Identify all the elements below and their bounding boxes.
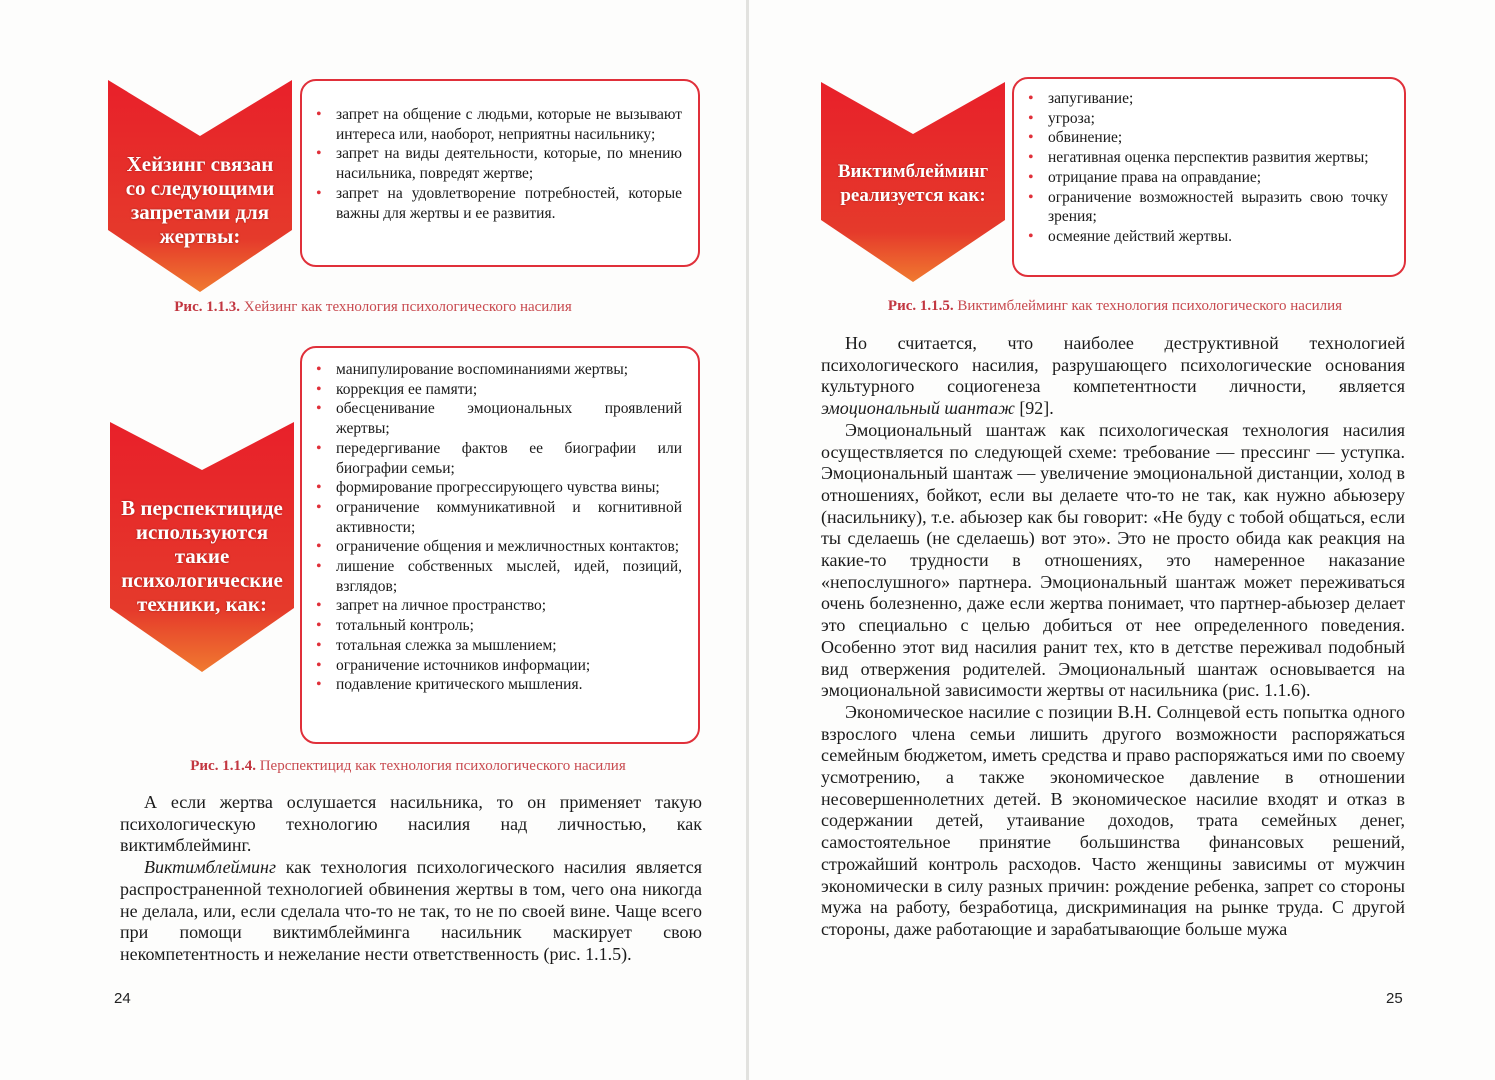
list-item: • запрет на общение с людьми, которые не вызывают интереса или, наоборот, неприятны насильнику; [316,106,682,143]
page-number-left: 24 [114,990,131,1007]
figure-caption [749,298,1481,315]
figure-victim-blaming [749,0,1495,330]
list-item: • ограничение общения и межличностных контактов; [316,538,680,556]
chevron-perspecticide [110,422,294,672]
chevron-hazing [108,80,292,292]
list-item: • манипулирование воспоминаниями жертвы; [316,361,629,378]
list-item: • осмеяние действий жертвы. [1028,227,1232,245]
list-box-victim-blaming [1012,77,1406,277]
paragraph: Виктимблейминг как технология психологического насилия является распространенной технологией обвинения жертвы в том, чего она никогда не делала, или, если сделала что-то не так, то не по своей вине. Чаще всего при помощи виктимблейминга насильник маскирует свою некомпетентность и нежелание нести ответственность (рис. 1.1.5). [120,857,703,964]
list-item: • тотальная слежка за мышлением; [316,636,557,654]
paragraph: Экономическое насилие с позиции В.Н. Солнцевой есть попытка одного взрослого члена семьи лишить другого возможности распоряжаться семейным бюджетом, иметь средства и право распоряжаться ими по своему усмотрению, а также экономическое давление в отношении несовершеннолетних детей. В экономическое насилие входят и отказ в содержании детей, утаивание доходов, трата семейных денег, самостоятельное принятие большинства финансовых решений, строжайший контроль расходов. Часто женщины зависимы от мужчин экономически в силу разных причин: рождение ребенка, запрет со стороны мужа на работу, безработица, дискриминация на рынке труда. С другой стороны, даже работающие и зарабатывающие больше мужа [821,701,1405,939]
list-box-hazing [300,79,700,267]
victim-blaming-list [1024,89,1388,247]
caption-number: Рис. 1.1.3. [174,299,240,315]
body-text-left [120,792,702,966]
chevron-perspecticide-text: В перспектициде используются такие психологические техники, как: [121,496,283,616]
caption-text: Виктимблейминг как технология психологического насилия [957,298,1343,314]
list-item: • формирование прогрессирующего чувства вины; [316,479,660,497]
italic-term: Виктимблейминг [144,857,276,878]
chevron-hazing-text: Хейзинг связан со следующими запретами для жертвы: [125,152,275,248]
list-item: • отрицание права на оправдание; [1028,168,1262,186]
caption-text: Перспектицид как технология психологического насилия [259,758,626,774]
list-item: • ограничение источников информации; [316,656,591,674]
caption-number: Рис. 1.1.5. [887,298,954,314]
list-item: • тотальный контроль; [316,617,474,635]
list-item: • запугивание; [1028,90,1134,107]
list-item: • запрет на виды деятельности, которые, по мнению насильника, повредят жертве; [316,145,682,183]
caption-number: Рис. 1.1.4. [190,758,256,774]
hazing-list [312,105,682,223]
list-item: • запрет на личное пространство; [316,597,547,615]
page-right [749,0,1495,1080]
list-item: • негативная оценка перспектив развития жертвы; [1028,149,1369,167]
figure-caption [0,299,746,316]
page-left [0,0,746,1080]
chevron-victim-blaming-text: Виктимблейминг реализуется как: [837,161,989,206]
figure-perspecticide [0,340,746,780]
chevron-victim-blaming [821,82,1005,282]
caption-text: Хейзинг как технология психологического насилия [243,299,572,315]
list-item: • коррекция ее памяти; [316,380,478,398]
list-item: • передергивание фактов ее биографии или биографии семьи; [316,439,682,477]
body-text-right [821,333,1405,941]
list-box-perspecticide [300,346,700,744]
page-number-right: 25 [1386,990,1403,1007]
list-item: • подавление критического мышления. [316,676,583,694]
figure-hazing [0,0,746,330]
perspecticide-list [312,360,682,695]
list-item: • запрет на удовлетворение потребностей, которые важны для жертвы и ее развития. [316,184,682,222]
paragraph: Но считается, что наиболее деструктивной технологией психологического насилия, разрушающего психологические основания культурного социогенеза компетентности личности, является эмоциональный шантаж [92]. [821,333,1405,419]
paragraph: А если жертва ослушается насильника, то он применяет такую психологическую технологию насилия над личностью, как виктимблейминг. [120,792,702,856]
list-item: • угроза; [1028,109,1095,127]
italic-term: эмоциональный шантаж [821,398,1015,419]
paragraph: Эмоциональный шантаж как психологическая технология насилия осуществляется по следующей схеме: требование — прессинг — уступка. Эмоциональный шантаж — увеличение эмоциональной дистанции, холод в отношениях, бойкот, если вы делаете что-то не так, как нужно абьюзеру (насильнику), т.е. абьюзер как бы говорит: «Не буду с тобой общаться, если ты сделаешь (не сделаешь) вот это». Это не просто обида как реакция на какие-то трудности в отношениях, это намеренное наказание «непослушного» партнера. Эмоциональный шантаж может переживаться очень болезненно, даже если жертва понимает, что партнер-абьюзер делает это специально с целью добиться от нее определенного поведения. Особенно этот вид насилия ранит тех, кто в детстве переживал подобный вид отвержения родителей. Эмоциональный шантаж основывается на эмоциональной зависимости жертвы от насильника (рис. 1.1.6). [821,419,1405,701]
list-item: • лишение собственных мыслей, идей, позиций, взглядов; [316,558,682,595]
list-item: • обесценивание эмоциональных проявлений жертвы; [316,400,682,438]
list-item: • обвинение; [1028,129,1123,147]
list-item: • ограничение коммуникативной и когнитивной активности; [316,498,682,536]
figure-caption [0,758,816,775]
list-item: • ограничение возможностей выразить свою точку зрения; [1028,188,1388,226]
